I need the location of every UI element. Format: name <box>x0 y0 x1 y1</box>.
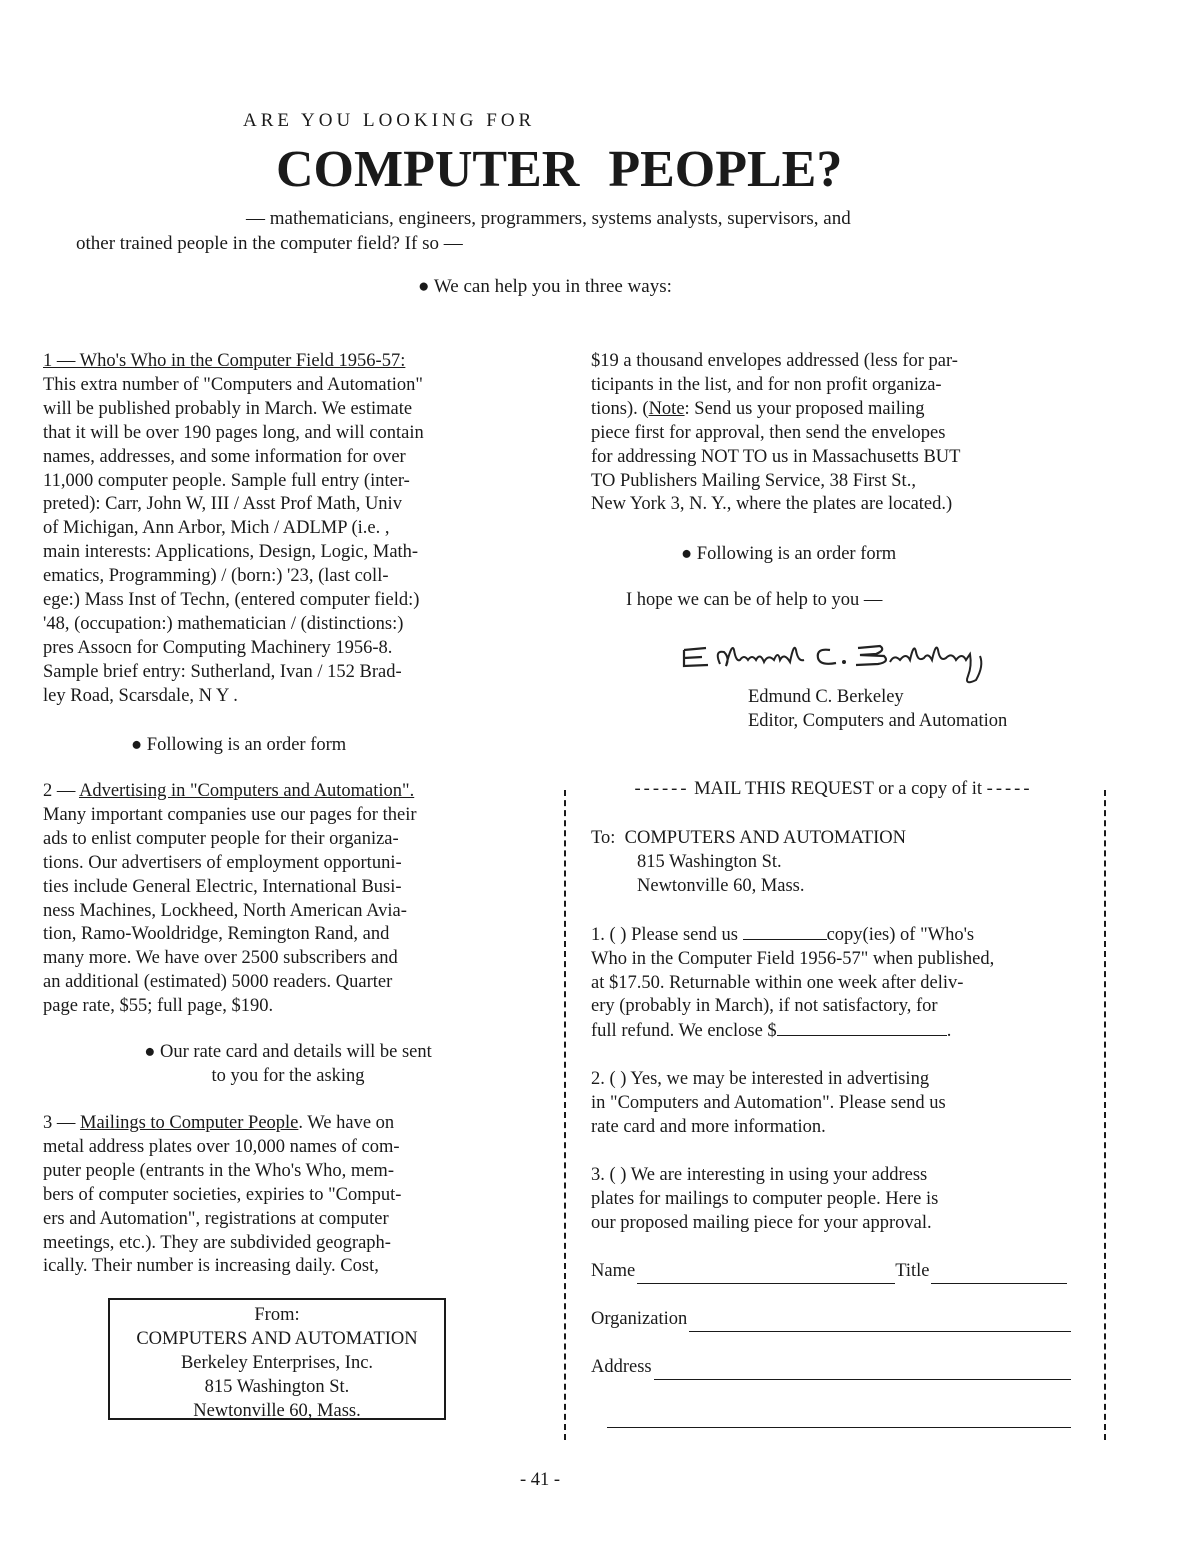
section3-heading-suffix: . We have on <box>298 1113 395 1133</box>
intro-line-2: other trained people in the computer field? If so — <box>76 233 463 254</box>
rate-card-line-2: to you for the asking <box>211 1066 365 1086</box>
to-line-1: COMPUTERS AND AUTOMATION <box>624 828 906 848</box>
section2-line: page rate, $55; full page, $190. <box>43 996 274 1017</box>
name-title-row <box>591 1260 1067 1284</box>
three-ways-bullet: ● We can help you in three ways: <box>418 276 672 297</box>
page-headline: COMPUTER PEOPLE? <box>276 141 843 198</box>
section2-line: Many important companies use our pages for their <box>43 804 417 825</box>
section2-line: tions. Our advertisers of employment opportuni- <box>43 852 402 873</box>
enclose-amount-blank[interactable] <box>777 1019 947 1036</box>
section3-heading: Mailings to Computer People <box>80 1113 299 1133</box>
order-form-bullet-left: ● Following is an order form <box>131 735 347 755</box>
section1-line: ege:) Mass Inst of Techn, (entered computer field:) <box>43 590 420 611</box>
section1-line: Sample brief entry: Sutherland, Ivan / 152 Brad- <box>43 661 402 682</box>
section3-continuation <box>591 350 1091 517</box>
to-line-row <box>591 827 1093 851</box>
section3-line: metal address plates over 10,000 names of com- <box>43 1136 400 1157</box>
section3-line: ers and Automation", registrations at computer <box>43 1208 389 1229</box>
section1-line: '48, (occupation:) mathematician / (distinctions:) <box>43 613 404 634</box>
item1-f: full refund. We enclose $ <box>591 1021 777 1042</box>
item1-f-row <box>591 1019 1093 1044</box>
item2-b: in "Computers and Automation". Please send us <box>591 1093 946 1114</box>
from-line-1: COMPUTERS AND AUTOMATION <box>136 1329 418 1349</box>
address-label: Address <box>591 1356 652 1377</box>
section3-number: 3 — <box>43 1113 80 1133</box>
mail-head-text: MAIL THIS REQUEST or a copy of it <box>694 779 983 799</box>
section1-line: main interests: Applications, Design, Logic, Math- <box>43 542 419 563</box>
editor-name: Edmund C. Berkeley <box>748 687 904 707</box>
cont-line: for addressing NOT TO us in Massachusetts BUT <box>591 446 961 467</box>
cont-line: $19 a thousand envelopes addressed (less for par- <box>591 351 958 371</box>
section1-line: 11,000 computer people. Sample full entry (inter- <box>43 470 410 491</box>
from-label: From: <box>254 1305 300 1325</box>
organization-label: Organization <box>591 1308 688 1329</box>
section3-line: puter people (entrants in the Who's Who, mem- <box>43 1160 394 1181</box>
section1-line: will be published probably in March. We estimate <box>43 398 413 419</box>
dash-left: ------ <box>634 779 690 799</box>
cont-line: piece first for approval, then send the envelopes <box>591 422 946 443</box>
intro-paragraph <box>76 206 1036 256</box>
item1-row <box>591 923 1093 948</box>
signature-scrawl-icon <box>680 636 1010 686</box>
section2-line: ties include General Electric, International Busi- <box>43 876 402 897</box>
item1-b: copy(ies) of "Who's <box>826 924 975 945</box>
title-label: Title <box>895 1260 930 1281</box>
section3-line: bers of computer societies, expiries to "Comput- <box>43 1184 402 1205</box>
address-field-2[interactable] <box>607 1409 1071 1428</box>
to-label: To: <box>591 828 616 848</box>
section1-line: ley Road, Scarsdale, N Y . <box>43 685 238 706</box>
section2-number: 2 — <box>43 781 79 801</box>
name-label: Name <box>591 1260 636 1281</box>
item3-b: plates for mailings to computer people. Here is <box>591 1188 939 1209</box>
section1-line: of Michigan, Ann Arbor, Mich / ADLMP (i.e. , <box>43 518 390 539</box>
section3-line: meetings, etc.). They are subdivided geograph- <box>43 1232 391 1253</box>
cont-line: TO Publishers Mailing Service, 38 First St., <box>591 470 916 491</box>
from-line-3: 815 Washington St. <box>204 1377 350 1397</box>
item1-g: . <box>946 1021 952 1042</box>
section3-heading-row <box>43 1112 540 1136</box>
section1-line: preted): Carr, John W, III / Asst Prof Math, Univ <box>43 494 402 515</box>
section2-line: ness Machines, Lockheed, North American Avia- <box>43 900 407 921</box>
editor-signature <box>680 636 1010 691</box>
dash-right: ----- <box>986 779 1033 799</box>
rate-card-bullet <box>98 1040 478 1088</box>
item1-a: 1. ( ) Please send us <box>591 924 738 945</box>
page-number: - 41 - <box>520 1470 561 1490</box>
to-line-3: Newtonville 60, Mass. <box>637 875 805 896</box>
title-field[interactable] <box>931 1265 1067 1284</box>
item1-e: ery (probably in March), if not satisfactory, for <box>591 996 938 1017</box>
cont-line: ticipants in the list, and for non profit organiza- <box>591 374 942 395</box>
order-form-bullet-right: ● Following is an order form <box>681 544 897 564</box>
note-post: : Send us your proposed mailing <box>684 398 925 419</box>
section2-heading: Advertising in "Computers and Automation". <box>78 781 415 801</box>
section1-line: pres Assocn for Computing Machinery 1956-8. <box>43 637 393 658</box>
address-row <box>591 1356 1071 1380</box>
organization-row <box>591 1308 1071 1332</box>
section2-line: ads to enlist computer people for their organiza- <box>43 828 399 849</box>
name-field[interactable] <box>637 1265 895 1284</box>
organization-field[interactable] <box>689 1313 1071 1332</box>
editor-title: Editor, Computers and Automation <box>748 711 1008 731</box>
copies-blank[interactable] <box>743 923 827 940</box>
section2-heading-row <box>43 780 540 804</box>
editor-block <box>748 685 1007 733</box>
mail-request-heading <box>566 779 1101 800</box>
from-line-2: Berkeley Enterprises, Inc. <box>180 1353 374 1373</box>
item1-d: at $17.50. Returnable within one week after deliv- <box>591 972 964 993</box>
section1-line: This extra number of "Computers and Automation" <box>43 374 423 395</box>
section-advertising <box>43 780 540 1019</box>
item2-c: rate card and more information. <box>591 1117 826 1138</box>
order-form <box>591 827 1093 1428</box>
kicker-text: ARE YOU LOOKING FOR <box>243 110 536 131</box>
section3-line: ically. Their number is increasing daily. Cost, <box>43 1256 379 1277</box>
section1-line: ematics, Programming) / (born:) '23, (last coll- <box>43 566 389 587</box>
section2-line: many more. We have over 2500 subscribers and <box>43 948 398 969</box>
rate-card-line-1: ● Our rate card and details will be sent <box>144 1042 432 1062</box>
note-word: Note <box>648 398 685 419</box>
item1-c: Who in the Computer Field 1956-57" when published, <box>591 948 995 969</box>
section2-line: tion, Ramo-Wooldridge, Remington Rand, and <box>43 924 390 945</box>
address-field[interactable] <box>654 1361 1071 1380</box>
cont-line-note <box>591 398 1091 422</box>
section1-line: that it will be over 190 pages long, and will contain <box>43 422 424 443</box>
hope-line: I hope we can be of help to you — <box>626 590 883 610</box>
intro-line-1: — mathematicians, engineers, programmers, systems analysts, supervisors, and <box>246 208 851 229</box>
section2-line: an additional (estimated) 5000 readers. Quarter <box>43 972 393 993</box>
section1-heading: 1 — Who's Who in the Computer Field 1956-57: <box>43 351 406 371</box>
from-address-box <box>108 1298 446 1420</box>
section-whos-who <box>43 350 540 709</box>
section-mailings <box>43 1112 540 1279</box>
address-row-2 <box>591 1404 1071 1428</box>
cont-line: New York 3, N. Y., where the plates are located.) <box>591 494 953 515</box>
from-line-4: Newtonville 60, Mass. <box>193 1401 361 1421</box>
item3-c: our proposed mailing piece for your approval. <box>591 1212 932 1233</box>
item2-a: 2. ( ) Yes, we may be interested in advertising <box>591 1069 930 1090</box>
item3-a: 3. ( ) We are interesting in using your address <box>591 1164 928 1185</box>
note-pre: tions). ( <box>591 398 649 419</box>
section1-line: names, addresses, and some information for over <box>43 446 406 467</box>
to-line-2: 815 Washington St. <box>637 851 782 872</box>
